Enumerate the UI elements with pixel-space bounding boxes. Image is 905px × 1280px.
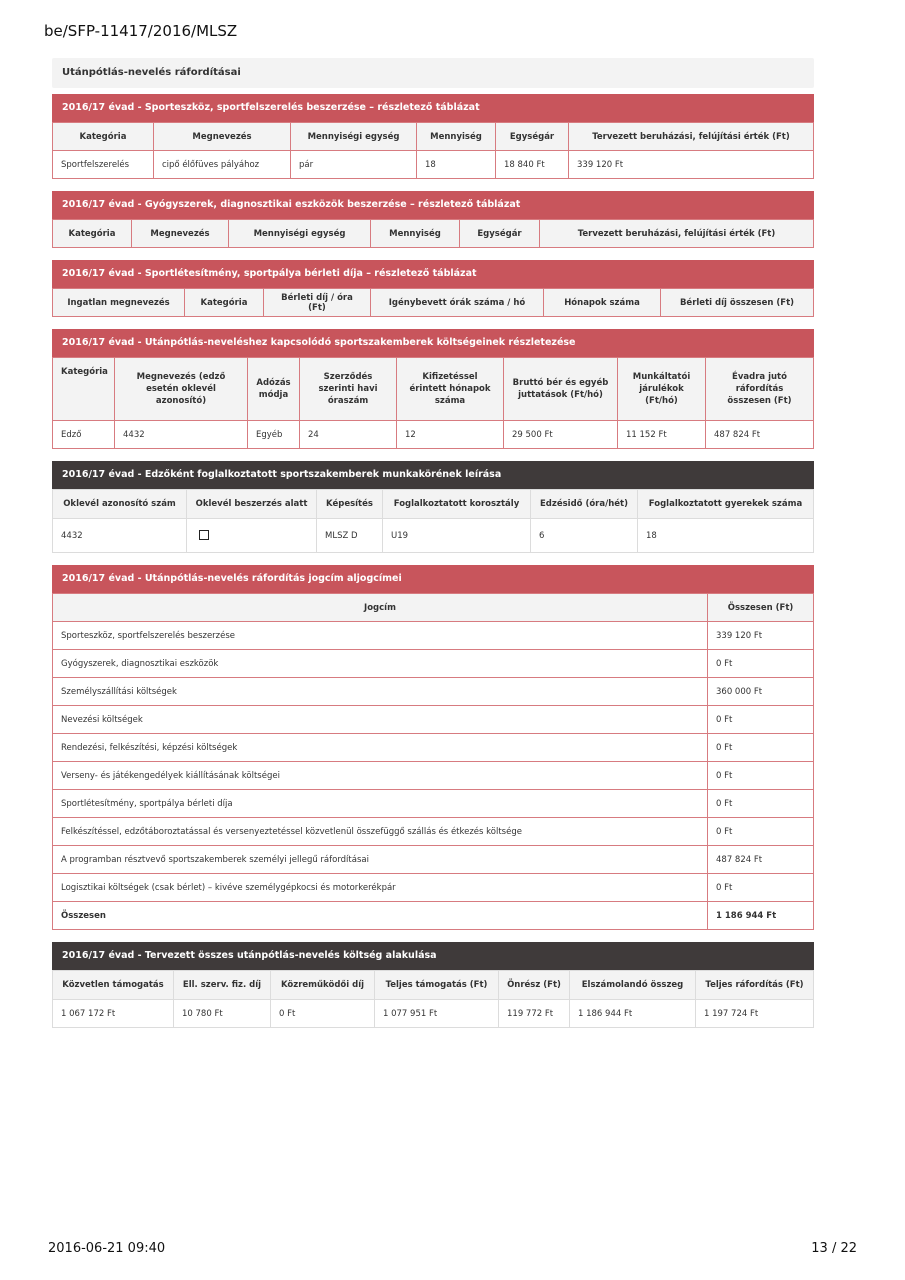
section-title: Utánpótlás-nevelés ráfordításai	[52, 58, 814, 88]
sportletesitmeny-block	[52, 260, 814, 317]
column-header: Oklevél beszerzés alatt	[187, 490, 317, 519]
total-label: Összesen	[53, 902, 708, 930]
jogcim-label: Sportlétesítmény, sportpálya bérleti díja	[53, 790, 708, 818]
column-header: Munkáltatói járulékok (Ft/hó)	[618, 358, 706, 421]
column-header: Évadra jutó ráfordítás összesen (Ft)	[706, 358, 814, 421]
jogcim-label: Verseny- és játékengedélyek kiállításának költségei	[53, 762, 708, 790]
table-cell: 12	[397, 421, 504, 449]
jogcim-value: 0 Ft	[708, 818, 814, 846]
column-header: Összesen (Ft)	[708, 594, 814, 622]
sporteszkoz-title: 2016/17 évad - Sporteszköz, sportfelszerelés beszerzése – részletező táblázat	[52, 94, 814, 122]
column-header: Oklevél azonosító szám	[53, 490, 187, 519]
table-cell: 1 067 172 Ft	[53, 1000, 174, 1028]
column-header: Edzésidő (óra/hét)	[531, 490, 638, 519]
column-header: Teljes ráfordítás (Ft)	[696, 971, 814, 1000]
table-row	[53, 151, 814, 179]
column-header: Mennyiségi egység	[291, 123, 417, 151]
table-cell: Edző	[53, 421, 115, 449]
table-row	[53, 421, 814, 449]
jogcim-value: 487 824 Ft	[708, 846, 814, 874]
column-header: Egységár	[496, 123, 569, 151]
sportletesitmeny-title: 2016/17 évad - Sportlétesítmény, sportpálya bérleti díja – részletező táblázat	[52, 260, 814, 288]
footer-page-number: 13 / 22	[811, 1241, 857, 1256]
munkakor-title: 2016/17 évad - Edzőként foglalkoztatott sportszakemberek munkakörének leírása	[52, 461, 814, 489]
column-header: Kategória	[185, 289, 264, 317]
gyogyszerek-table	[52, 219, 814, 248]
szakemberek-title: 2016/17 évad - Utánpótlás-neveléshez kapcsolódó sportszakemberek költségeinek részletezése	[52, 329, 814, 357]
table-cell: 18	[417, 151, 496, 179]
jogcim-label: Személyszállítási költségek	[53, 678, 708, 706]
column-header: Jogcím	[53, 594, 708, 622]
column-header: Egységár	[460, 220, 540, 248]
osszesites-title: 2016/17 évad - Tervezett összes utánpótlás-nevelés költség alakulása	[52, 942, 814, 970]
table-cell: 4432	[53, 519, 187, 553]
jogcim-label: Sporteszköz, sportfelszerelés beszerzése	[53, 622, 708, 650]
table-row	[53, 846, 814, 874]
column-header: Megnevezés	[154, 123, 291, 151]
szakemberek-table	[52, 357, 814, 449]
table-row	[53, 706, 814, 734]
table-row	[53, 734, 814, 762]
table-cell: 119 772 Ft	[499, 1000, 570, 1028]
column-header: Bérleti díj összesen (Ft)	[661, 289, 814, 317]
column-header: Képesítés	[317, 490, 383, 519]
column-header: Közreműködői díj	[271, 971, 375, 1000]
jogcim-value: 0 Ft	[708, 790, 814, 818]
table-row	[53, 650, 814, 678]
table-row	[53, 519, 814, 553]
total-value: 1 186 944 Ft	[708, 902, 814, 930]
table-cell: cipő élőfüves pályához	[154, 151, 291, 179]
column-header: Igénybevett órák száma / hó	[371, 289, 544, 317]
jogcim-block	[52, 565, 814, 930]
table-row	[53, 678, 814, 706]
jogcim-value: 0 Ft	[708, 650, 814, 678]
column-header: Tervezett beruházási, felújítási érték (Ft)	[540, 220, 814, 248]
column-header: Mennyiségi egység	[229, 220, 371, 248]
table-cell: 29 500 Ft	[504, 421, 618, 449]
column-header: Mennyiség	[417, 123, 496, 151]
jogcim-label: Felkészítéssel, edzőtáboroztatással és versenyeztetéssel közvetlenül összefüggő szállás és étkezés költsége	[53, 818, 708, 846]
table-cell: Egyéb	[248, 421, 300, 449]
column-header: Kifizetéssel érintett hónapok száma	[397, 358, 504, 421]
table-row	[53, 790, 814, 818]
checkbox-unchecked[interactable]	[199, 530, 209, 540]
column-header: Szerződés szerinti havi óraszám	[300, 358, 397, 421]
column-header: Közvetlen támogatás	[53, 971, 174, 1000]
table-cell: 0 Ft	[271, 1000, 375, 1028]
column-header: Hónapok száma	[544, 289, 661, 317]
column-header: Kategória	[53, 358, 115, 421]
column-header: Elszámolandó összeg	[570, 971, 696, 1000]
jogcim-label: A programban résztvevő sportszakemberek személyi jellegű ráfordításai	[53, 846, 708, 874]
gyogyszerek-block	[52, 191, 814, 248]
table-cell: 18	[638, 519, 814, 553]
column-header: Ell. szerv. fiz. díj	[174, 971, 271, 1000]
table-row	[53, 622, 814, 650]
table-cell: 339 120 Ft	[569, 151, 814, 179]
content-area	[52, 58, 814, 1028]
table-cell: MLSZ D	[317, 519, 383, 553]
table-cell: 11 152 Ft	[618, 421, 706, 449]
column-header: Bérleti díj / óra (Ft)	[264, 289, 371, 317]
table-cell: 18 840 Ft	[496, 151, 569, 179]
munkakor-table	[52, 489, 814, 553]
gyogyszerek-title: 2016/17 évad - Gyógyszerek, diagnosztikai eszközök beszerzése – részletező táblázat	[52, 191, 814, 219]
table-row	[53, 874, 814, 902]
column-header: Megnevezés	[132, 220, 229, 248]
jogcim-value: 339 120 Ft	[708, 622, 814, 650]
jogcim-label: Nevezési költségek	[53, 706, 708, 734]
table-cell: 1 197 724 Ft	[696, 1000, 814, 1028]
column-header: Megnevezés (edző esetén oklevél azonosító)	[115, 358, 248, 421]
table-cell: 1 186 944 Ft	[570, 1000, 696, 1028]
table-cell: 4432	[115, 421, 248, 449]
column-header: Kategória	[53, 123, 154, 151]
column-header: Önrész (Ft)	[499, 971, 570, 1000]
column-header: Ingatlan megnevezés	[53, 289, 185, 317]
table-cell: 1 077 951 Ft	[375, 1000, 499, 1028]
szakemberek-block	[52, 329, 814, 449]
jogcim-label: Rendezési, felkészítési, képzési költségek	[53, 734, 708, 762]
column-header: Foglalkoztatott gyerekek száma	[638, 490, 814, 519]
jogcim-label: Gyógyszerek, diagnosztikai eszközök	[53, 650, 708, 678]
table-row	[53, 1000, 814, 1028]
table-row	[53, 818, 814, 846]
munkakor-block	[52, 461, 814, 553]
total-row	[53, 902, 814, 930]
sportletesitmeny-table	[52, 288, 814, 317]
jogcim-title: 2016/17 évad - Utánpótlás-nevelés ráfordítás jogcím aljogcímei	[52, 565, 814, 593]
jogcim-value: 0 Ft	[708, 706, 814, 734]
jogcim-value: 0 Ft	[708, 762, 814, 790]
table-cell: 10 780 Ft	[174, 1000, 271, 1028]
table-row	[53, 762, 814, 790]
table-cell: 24	[300, 421, 397, 449]
table-cell: 6	[531, 519, 638, 553]
column-header: Kategória	[53, 220, 132, 248]
table-cell: pár	[291, 151, 417, 179]
column-header: Adózás módja	[248, 358, 300, 421]
osszesites-table	[52, 970, 814, 1028]
table-cell: 487 824 Ft	[706, 421, 814, 449]
column-header: Teljes támogatás (Ft)	[375, 971, 499, 1000]
sporteszkoz-table	[52, 122, 814, 179]
table-cell: U19	[383, 519, 531, 553]
jogcim-value: 360 000 Ft	[708, 678, 814, 706]
footer-date: 2016-06-21 09:40	[48, 1241, 166, 1256]
jogcim-table	[52, 593, 814, 930]
column-header: Mennyiség	[371, 220, 460, 248]
column-header: Tervezett beruházási, felújítási érték (Ft)	[569, 123, 814, 151]
sporteszkoz-block	[52, 94, 814, 179]
document-reference: be/SFP-11417/2016/MLSZ	[44, 22, 238, 40]
jogcim-value: 0 Ft	[708, 734, 814, 762]
jogcim-label: Logisztikai költségek (csak bérlet) – kivéve személygépkocsi és motorkerékpár	[53, 874, 708, 902]
table-cell	[187, 519, 317, 553]
jogcim-value: 0 Ft	[708, 874, 814, 902]
column-header: Foglalkoztatott korosztály	[383, 490, 531, 519]
table-cell: Sportfelszerelés	[53, 151, 154, 179]
osszesites-block	[52, 942, 814, 1028]
column-header: Bruttó bér és egyéb juttatások (Ft/hó)	[504, 358, 618, 421]
